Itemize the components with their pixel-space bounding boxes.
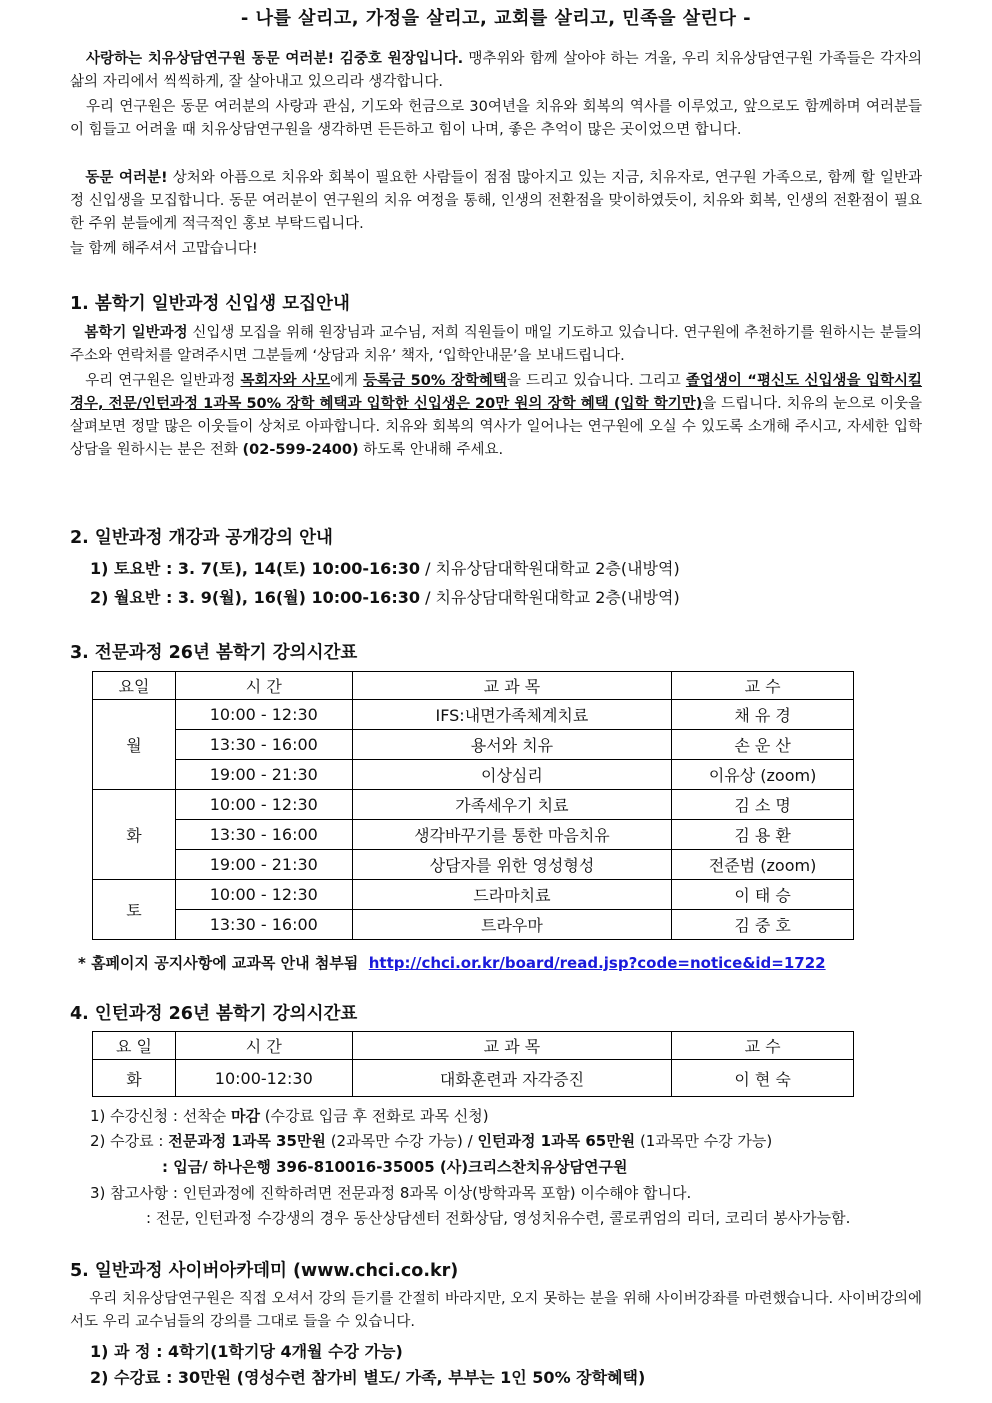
section-1-p2-text-b: 에게 (330, 373, 364, 389)
course-cell: 생각바꾸기를 통한 마음치유 (352, 820, 672, 850)
saturday-class (90, 556, 680, 579)
intern-tuition-note: (1과목만 수강 가능) (635, 1132, 773, 1150)
header-time: 시 간 (175, 1032, 352, 1060)
headline: - 나를 살리고, 가정을 살리고, 교회를 살리고, 민족을 살린다 - (240, 8, 752, 29)
section-1-paragraph-2 (70, 370, 922, 462)
professor-cell: 손 운 산 (672, 730, 854, 760)
saturday-class-schedule: 1) 토요반 : 3. 7(토), 14(토) 10:00-16:30 (90, 559, 420, 578)
day-tuesday: 화 (93, 790, 176, 880)
homepage-note-text: * 홈페이지 공지사항에 교과목 안내 첨부됨 (78, 954, 359, 972)
table-row (93, 820, 854, 850)
section-1-p2-text-a: 우리 연구원은 일반과정 (85, 373, 241, 389)
course-cell: 상담자를 위한 영성형성 (352, 850, 672, 880)
tuition-scholarship-highlight: 등록금 50% 장학혜택 (363, 373, 507, 389)
registration-label: 1) 수강신청 : 선착순 (90, 1107, 231, 1125)
phone-number: (02-599-2400) (242, 442, 359, 458)
day-cell: 화 (93, 1060, 176, 1097)
table-row (93, 700, 854, 730)
homepage-note (78, 952, 826, 973)
header-day: 요일 (93, 672, 176, 700)
spring-general-course: 봄학기 일반과정 (84, 325, 188, 341)
registration-note: (수강료 입금 후 전화로 과목 신청) (259, 1107, 489, 1125)
section-1-title: 1. 봄학기 일반과정 신입생 모집안내 (70, 294, 350, 314)
course-cell: 드라마치료 (352, 880, 672, 910)
bank-account-text: : 입금/ 하나은행 396-810016-35005 (사)크리스찬치유상담연구원 (162, 1158, 628, 1176)
section-2-title: 2. 일반과정 개강과 공개강의 안내 (70, 528, 333, 548)
professor-cell: 이 태 승 (672, 880, 854, 910)
time-cell: 13:30 - 16:00 (175, 730, 352, 760)
tuition-label: 2) 수강료 : (90, 1132, 169, 1150)
saturday-class-location: / 치유상담대학원대학교 2층(내방역) (419, 559, 680, 578)
intro-greeting: 사랑하는 치유상담연구원 동문 여러분! 김중호 원장입니다. (86, 51, 464, 67)
intro-alumni-call: 동문 여러분! (85, 170, 168, 186)
alumni-referral-benefit: 졸업생이 “평신도 신입생을 입학시킬 경우, 전문/인턴과정 1과목 50% 장학 혜택과 입학한 신입생은 20만 원의 장학 혜택 (입학 학기만) (70, 373, 923, 412)
course-cell: 트라우마 (352, 910, 672, 940)
section-1-p2-text-d: 을 드립니다. 치유의 눈으로 이웃을 살펴보면 정말 많은 이웃들이 상처로 아파합니다. 치유와 회복의 역사가 일어나는 연구원에 오실 수 있도록 소개해 주시고, 자세한 입학 상담을 원하시는 분은 전화 (70, 396, 922, 458)
intro-p3-text: 상처와 아픔으로 치유와 회복이 필요한 사람들이 점점 많아지고 있는 지금, 치유자로, 연구원 가족으로, 함께 할 일반과정 신입생을 모집합니다. 동문 여러분이 연구원의 치유 여정을 통해, 인생의 전환점을 맞이하였듯이, 치유와 회복, 인생의 전환점이 필요한 주위 분들에게 적극적인 홍보 부탁드립니다. (70, 170, 923, 232)
reference-note: 3) 참고사항 : 인턴과정에 진학하려면 전문과정 8과목 이상(방학과목 포함) 이수해야 합니다. (90, 1184, 692, 1202)
notice-link[interactable]: http://chci.or.kr/board/read.jsp?code=notice&id=1722 (368, 954, 826, 972)
section-4-title: 4. 인턴과정 26년 봄학기 강의시간표 (70, 1004, 358, 1024)
intro-p1-text: 맹추위와 함께 살아야 하는 겨울, 우리 치유상담연구원 가족들은 각자의 삶의 자리에서 씩씩하게, 잘 살아내고 있으리라 생각합니다. (70, 51, 923, 90)
course-cell: 대화훈련과 자각증진 (352, 1060, 672, 1097)
table-row (93, 850, 854, 880)
professor-cell: 김 중 호 (672, 910, 854, 940)
section-3-title: 3. 전문과정 26년 봄학기 강의시간표 (70, 643, 358, 663)
section-1-paragraph-1 (70, 322, 922, 368)
intro-paragraph-3 (70, 167, 922, 236)
registration-deadline: 마감 (230, 1107, 260, 1125)
time-cell: 10:00-12:30 (175, 1060, 352, 1097)
professor-cell: 김 용 환 (672, 820, 854, 850)
section-5-paragraph (70, 1288, 922, 1334)
time-cell: 10:00 - 12:30 (175, 790, 352, 820)
table-row (93, 730, 854, 760)
intern-header-row (93, 1032, 854, 1060)
header-professor: 교 수 (672, 672, 854, 700)
timetable-header-row (93, 672, 854, 700)
cyber-course-tuition: 2) 수강료 : 30만원 (영성수련 참가비 별도/ 가족, 부부는 1인 50% 장학혜택) (90, 1368, 646, 1387)
header-course: 교 과 목 (352, 1032, 672, 1060)
table-row (93, 1060, 854, 1097)
section-1-p2-text-c: 을 드리고 있습니다. 그리고 (506, 373, 686, 389)
professional-timetable (92, 671, 854, 940)
time-cell: 10:00 - 12:30 (175, 880, 352, 910)
day-monday: 월 (93, 700, 176, 790)
time-cell: 19:00 - 21:30 (175, 760, 352, 790)
pastor-spouse-highlight: 목회자와 사모 (240, 373, 331, 389)
header-course: 교 과 목 (352, 672, 672, 700)
professor-cell: 김 소 명 (672, 790, 854, 820)
time-cell: 19:00 - 21:30 (175, 850, 352, 880)
section-5-title: 5. 일반과정 사이버아카데미 (www.chci.co.kr) (70, 1261, 459, 1281)
professional-tuition-note: (2과목만 수강 가능) / (325, 1132, 478, 1150)
intro-p2-text: 우리 연구원은 동문 여러분의 사랑과 관심, 기도와 헌금으로 30여년을 치유와 회복의 역사를 이루었고, 앞으로도 함께하며 여러분들이 힘들고 어려울 때 치유상담연구원을 생각하면 든든하고 힘이 나며, 좋은 추억이 많은 곳이었으면 합니다. (70, 99, 922, 138)
header-time: 시 간 (175, 672, 352, 700)
monday-class-schedule: 2) 월요반 : 3. 9(월), 16(월) 10:00-16:30 (90, 588, 420, 607)
cyber-course-duration: 1) 과 정 : 4학기(1학기당 4개월 수강 가능) (90, 1342, 403, 1361)
table-row (93, 760, 854, 790)
intro-paragraph-2 (70, 96, 922, 142)
header-day: 요 일 (93, 1032, 176, 1060)
course-cell: IFS:내면가족체계치료 (352, 700, 672, 730)
intro-paragraph-1 (70, 48, 922, 94)
table-row (93, 880, 854, 910)
header-professor: 교 수 (672, 1032, 854, 1060)
table-row (93, 910, 854, 940)
professor-cell: 전준범 (zoom) (672, 850, 854, 880)
time-cell: 10:00 - 12:30 (175, 700, 352, 730)
professor-cell: 채 유 경 (672, 700, 854, 730)
intro-paragraph-4: 늘 함께 해주셔서 고맙습니다! (70, 241, 258, 257)
intern-tuition: 인턴과정 1과목 65만원 (477, 1132, 636, 1150)
professional-tuition: 전문과정 1과목 35만원 (168, 1132, 326, 1150)
tuition-info (90, 1130, 772, 1151)
intern-timetable (92, 1031, 854, 1097)
section-5-text: 우리 치유상담연구원은 직접 오셔서 강의 듣기를 간절히 바라지만, 오지 못하는 분을 위해 사이버강좌를 마련했습니다. 사이버강의에서도 우리 교수님들의 강의를 그대로 들을 수 있습니다. (70, 1291, 922, 1330)
monday-class-location: / 치유상담대학원대학교 2층(내방역) (419, 588, 680, 607)
time-cell: 13:30 - 16:00 (175, 820, 352, 850)
course-cell: 용서와 치유 (352, 730, 672, 760)
professor-cell: 이유상 (zoom) (672, 760, 854, 790)
course-cell: 가족세우기 치료 (352, 790, 672, 820)
section-1-p1-text: 신입생 모집을 위해 원장님과 교수님, 저희 직원들이 매일 기도하고 있습니다. 연구원에 추천하기를 원하시는 분들의 주소와 연락처를 알려주시면 그분들께 ‘상담과 치유’ 책자, ‘입학안내문’을 보내드립니다. (70, 325, 922, 364)
time-cell: 13:30 - 16:00 (175, 910, 352, 940)
day-saturday: 토 (93, 880, 176, 940)
section-1-p2-text-e: 하도록 안내해 주세요. (358, 442, 504, 458)
professor-cell: 이 현 숙 (672, 1060, 854, 1097)
course-cell: 이상심리 (352, 760, 672, 790)
registration-info (90, 1105, 489, 1126)
monday-class (90, 585, 680, 608)
bank-account (162, 1156, 627, 1177)
reference-note-2: : 전문, 인턴과정 수강생의 경우 동산상담센터 전화상담, 영성치유수련, 콜로퀴엄의 리더, 코리더 봉사가능함. (146, 1209, 851, 1227)
table-row (93, 790, 854, 820)
